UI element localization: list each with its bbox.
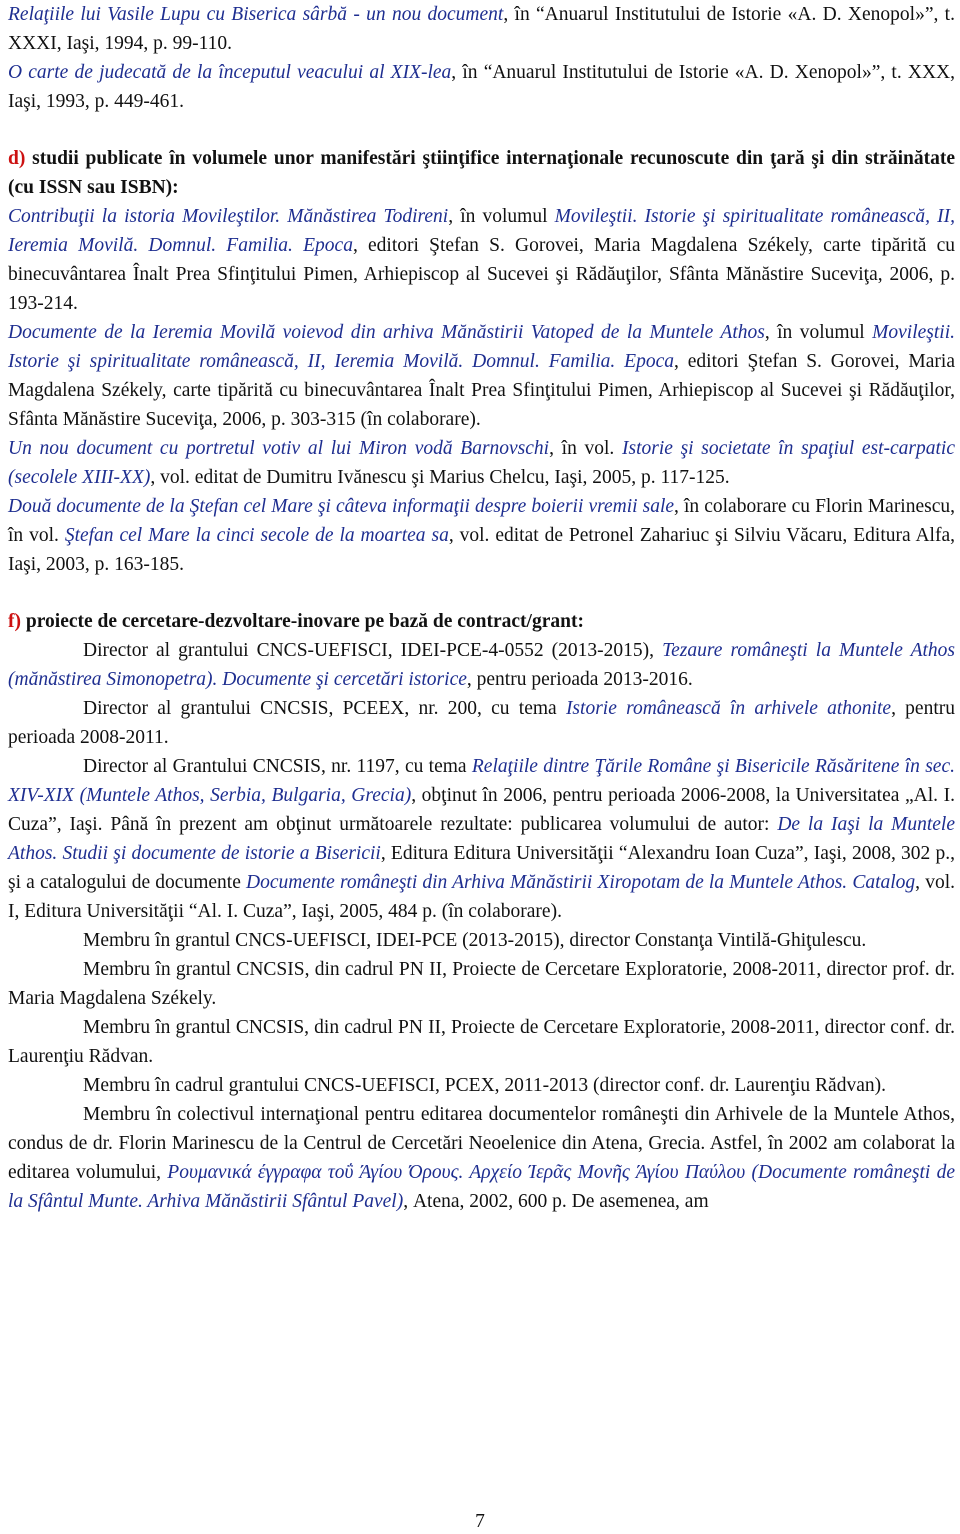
body-text: Membru în cadrul grantului CNCS-UEFISCI, PCEX, 2011-2013 (director conf. dr. Laurenţiu Rădvan). [83, 1075, 886, 1096]
body-text: , Editura Editura Universităţii “Alexandru Ioan Cuza”, Iaşi, 2008, 302 p., şi a catalogului de documente [8, 843, 956, 893]
page-number: 7 [475, 1511, 485, 1532]
italic-title-text: Contribuţii la istoria Movileştilor. Mănăstirea Todireni [8, 206, 449, 227]
italic-title-text: Istorie şi societate în spaţiul est-carpatic (secolele XIII-XX) [8, 438, 956, 488]
body-text: Director al Grantului CNCSIS, nr. 1197, cu tema [83, 756, 472, 777]
grant-entry [8, 1013, 955, 1071]
bibliography-entry [8, 58, 955, 116]
bibliography-entry [8, 0, 955, 58]
grant-entry [8, 955, 955, 1013]
publication-entry [8, 492, 955, 579]
body-text: , în vol. [549, 438, 622, 459]
italic-title-text: Un nou document cu portretul votiv al lui Miron vodă Barnovschi [8, 438, 550, 459]
section-d [8, 144, 955, 579]
body-text: Membru în grantul CNCSIS, din cadrul PN II, Proiecte de Cercetare Exploratorie, 2008-2011, director prof. dr. Maria Magdalena Székely. [8, 959, 955, 1009]
body-text: , în “Anuarul Institutului de Istorie «A. D. Xenopol»”, t. XXX, Iaşi, 1993, p. 449-461. [8, 62, 956, 112]
body-text: Director al grantului CNCSIS, PCEEX, nr. 200, cu tema [83, 698, 566, 719]
body-text: , în volumul [764, 322, 873, 343]
grant-entry [8, 752, 955, 926]
italic-title-text: Documente româneşti din Arhiva Mănăstirii Xiropotam de la Muntele Athos. Catalog [246, 872, 916, 893]
italic-title-text: De la Iaşi la Muntele Athos. Studii şi documente de istorie a Bisericii [8, 814, 955, 864]
italic-title-text: Relaţiile lui Vasile Lupu cu Biserica sârbă - un nou document [8, 4, 504, 25]
italic-title-text: O carte de judecată de la începutul veacului al XIX-lea [8, 62, 452, 83]
body-text: , în volumul [448, 206, 555, 227]
body-text: , vol. I, Editura Universităţii “Al. I. Cuza”, Iaşi, 2005, 484 p. (în colaborare). [8, 872, 955, 922]
section-d-heading [8, 144, 955, 202]
body-text: , în colaborare cu Florin Marinescu, în vol. [8, 496, 955, 546]
body-text: , în “Anuarul Institutului de Istorie «A. D. Xenopol»”, t. XXXI, Iaşi, 1994, p. 99-110. [8, 4, 955, 54]
grant-entry [8, 636, 955, 694]
italic-title-text: Tezaure româneşti la Muntele Athos (mănăstirea Simonopetra). Documente şi cercetări istorice [8, 640, 956, 690]
body-text: Membru în colectivul internaţional pentru editarea documentelor româneşti din Arhivele de la Muntele Athos, condus de dr. Florin Marinescu de la Centrul de Cercetări Neoelenice din Atena, Grecia. Astfel, în 2002 am colaborat la editarea volumului, [8, 1104, 955, 1183]
grant-entry [8, 1071, 955, 1100]
publication-entry [8, 434, 955, 492]
section-d-letter: d) [8, 148, 26, 169]
body-text: Director al grantului CNCS-UEFISCI, IDEI-PCE-4-0552 (2013-2015), [83, 640, 663, 661]
publication-entry [8, 318, 955, 434]
italic-title-text: Documente de la Ieremia Movilă voievod din arhiva Mănăstirii Vatoped de la Muntele Athos [8, 322, 765, 343]
body-text: , vol. editat de Petronel Zahariuc şi Silviu Văcaru, Editura Alfa, Iaşi, 2003, p. 163-185. [8, 525, 956, 575]
italic-title-text: Movileştii. Istorie şi spiritualitate românească, II, Ieremia Movilă. Domnul. Familia. Epoca [8, 322, 956, 372]
section-f [8, 607, 955, 1216]
bibliography-list-top [8, 0, 955, 116]
section-f-letter: f) [8, 611, 21, 632]
italic-title-text: Istorie românească în arhivele athonite [565, 698, 892, 719]
body-text: , pentru perioada 2008-2011. [8, 698, 956, 748]
italic-title-text: Ρουμανικά έγγραφα τοΰ Άγίου Όρους. Αρχείο Ίερᾶς Μονῆς Άγίου Παύλου (Documente româneşti de la Sfântul Munte. Arhiva Mănăstirii Sfântul Pavel) [8, 1162, 955, 1212]
body-text: , pentru perioada 2013-2016. [466, 669, 693, 690]
body-text: , Atena, 2002, 600 p. De asemenea, am [403, 1191, 709, 1212]
document-page [8, 0, 955, 1216]
body-text: , obţinut în 2006, pentru perioada 2006-2008, la Universitatea „Al. I. Cuza”, Iaşi. Până în prezent am obţinut următoarele rezultate: publicarea volumului de autor: [8, 785, 955, 835]
body-text: Membru în grantul CNCSIS, din cadrul PN II, Proiecte de Cercetare Exploratorie, 2008-2011, director conf. dr. Laurenţiu Rădvan. [8, 1017, 955, 1067]
section-f-heading [8, 607, 955, 636]
body-text: , editori Ştefan S. Gorovei, Maria Magdalena Székely, carte tipărită cu binecuvântarea Înalt Prea Sfinţitului Pimen, Arhiepiscop al Sucevei şi Rădăuţilor, Sfânta Mănăstire Suceviţa, 2006, p. 303-315 (în colaborare). [8, 351, 955, 430]
italic-title-text: Ştefan cel Mare la cinci secole de la moartea sa [64, 525, 449, 546]
body-text: Membru în grantul CNCS-UEFISCI, IDEI-PCE (2013-2015), director Constanţa Vintilă-Ghiţulescu. [83, 930, 867, 951]
body-text: , vol. editat de Dumitru Ivănescu şi Marius Chelcu, Iaşi, 2005, p. 117-125. [150, 467, 730, 488]
grant-entry [8, 1100, 955, 1216]
section-d-title: studii publicate în volumele unor manifestări ştiinţifice internaţionale recunoscute din ţară şi din străinătate (cu ISSN sau ISBN): [8, 148, 955, 198]
grant-entry [8, 694, 955, 752]
publication-entry [8, 202, 955, 318]
section-f-title: proiecte de cercetare-dezvoltare-inovare pe bază de contract/grant: [21, 611, 584, 632]
italic-title-text: Două documente de la Ştefan cel Mare şi câteva informaţii despre boierii vremii sale [8, 496, 675, 517]
italic-title-text: Relaţiile dintre Ţările Române şi Bisericile Răsăritene în sec. XIV-XIX (Muntele Athos, Serbia, Bulgaria, Grecia) [8, 756, 955, 806]
italic-title-text: Movileştii. Istorie şi spiritualitate românească, II, Ieremia Movilă. Domnul. Familia. Epoca [8, 206, 955, 256]
grant-entry [8, 926, 955, 955]
body-text: , editori Ştefan S. Gorovei, Maria Magdalena Székely, carte tipărită cu binecuvântarea Înalt Prea Sfinţitului Pimen, Arhiepiscop al Sucevei şi Rădăuţilor, Sfânta Mănăstire Suceviţa, 2006, p. 193-214. [8, 235, 955, 314]
